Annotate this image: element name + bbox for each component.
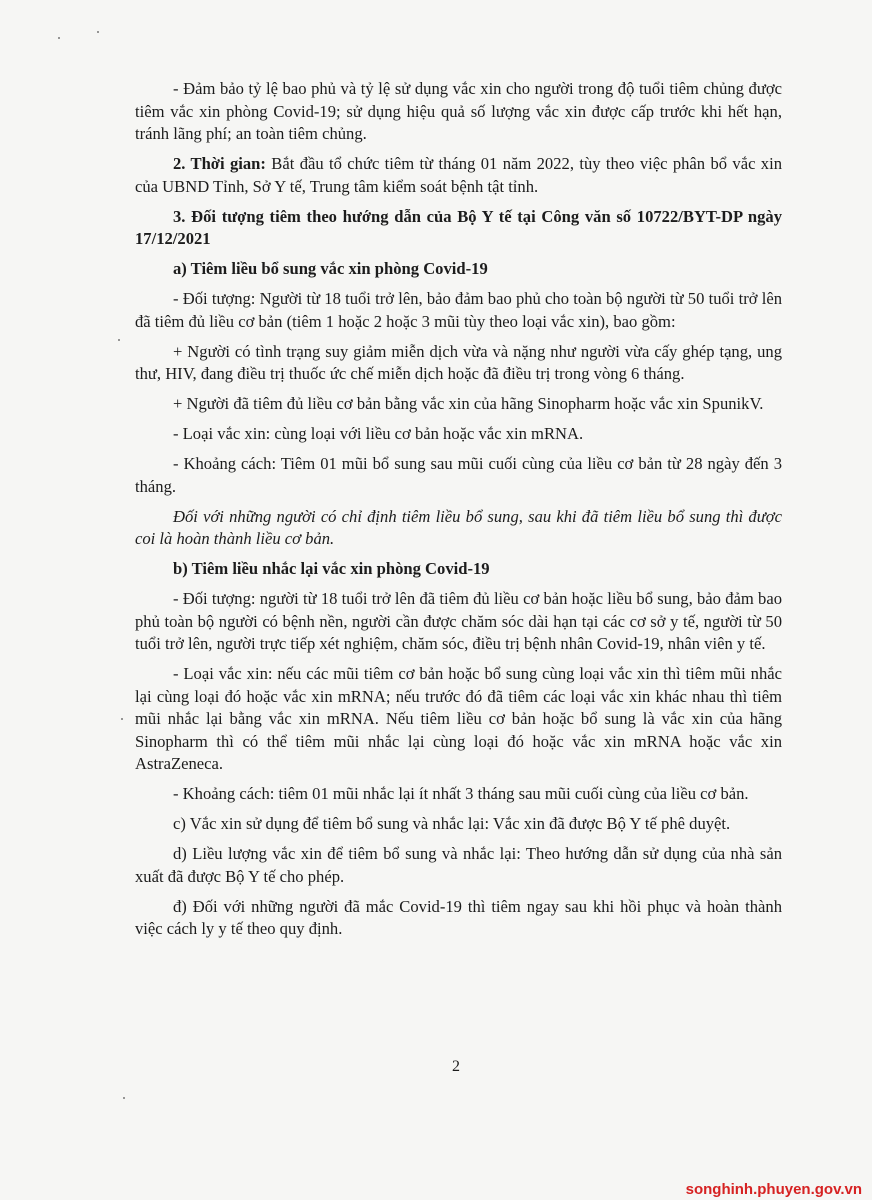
paragraph-time <box>135 153 782 198</box>
section-text: Bắt đầu tổ chức tiêm từ tháng 01 năm 2022, tùy theo việc phân bổ vắc xin của UBND Tỉnh, Sở Y tế, Trung tâm kiểm soát bệnh tật tỉnh. <box>135 154 783 196</box>
paragraph: - Loại vắc xin: cùng loại với liều cơ bản hoặc vắc xin mRNA. <box>173 424 584 443</box>
scan-speck <box>58 37 60 39</box>
section-lead: 2. Thời gian: <box>173 154 266 173</box>
page-number: 2 <box>452 1058 460 1075</box>
scan-speck <box>118 339 120 341</box>
italic-note: Đối với những người có chỉ định tiêm liều bổ sung, sau khi đã tiêm liều bổ sung thì được coi là hoàn thành liều cơ bản. <box>135 506 782 548</box>
paragraph: c) Vắc xin sử dụng để tiêm bổ sung và nhắc lại: Vắc xin đã được Bộ Y tế phê duyệt. <box>173 814 731 833</box>
source-watermark: songhinh.phuyen.gov.vn <box>685 1181 862 1198</box>
scan-speck <box>123 1097 125 1099</box>
paragraph: đ) Đối với những người đã mắc Covid-19 thì tiêm ngay sau khi hồi phục và hoàn thành việc cách ly y tế theo quy định. <box>135 896 782 938</box>
paragraph: - Khoảng cách: tiêm 01 mũi nhắc lại ít nhất 3 tháng sau mũi cuối cùng của liều cơ bản. <box>173 784 749 803</box>
subsection-heading: b) Tiêm liều nhắc lại vắc xin phòng Covid-19 <box>173 559 490 578</box>
scan-speck <box>97 31 99 33</box>
paragraph: - Khoảng cách: Tiêm 01 mũi bổ sung sau mũi cuối cùng của liều cơ bản từ 28 ngày đến 3 tháng. <box>135 454 782 496</box>
paragraph: d) Liều lượng vắc xin để tiêm bổ sung và nhắc lại: Theo hướng dẫn sử dụng của nhà sản xuất đã được Bộ Y tế cho phép. <box>135 844 782 886</box>
paragraph: - Đảm bảo tỷ lệ bao phủ và tỷ lệ sử dụng vắc xin cho người trong độ tuổi tiêm chủng được tiêm vắc xin phòng Covid-19; sử dụng hiệu quả số lượng vắc xin được cấp trước khi hết hạn, tránh lãng phí; an toàn tiêm chủng. <box>135 79 782 143</box>
paragraph: - Đối tượng: người từ 18 tuổi trở lên đã tiêm đủ liều cơ bản hoặc liều bổ sung, bảo đảm bao phủ toàn bộ người có bệnh nền, người cần được chăm sóc dài hạn tại các cơ sở y tế, người từ 50 tuổi trở lên, người trực tiếp xét nghiệm, chăm sóc, điều trị bệnh nhân Covid-19, nhân viên y tế. <box>135 589 782 653</box>
subsection-heading: a) Tiêm liều bổ sung vắc xin phòng Covid-19 <box>173 259 488 278</box>
paragraph: + Người đã tiêm đủ liều cơ bản bằng vắc xin của hãng Sinopharm hoặc vắc xin SpunikV. <box>173 394 764 413</box>
paragraph: - Loại vắc xin: nếu các mũi tiêm cơ bản hoặc bổ sung cùng loại vắc xin thì tiêm mũi nhắc lại cùng loại đó hoặc vắc xin mRNA; nếu trước đó đã tiêm các loại vắc xin khác nhau thì tiêm mũi nhắc lại bằng vắc xin mRNA. Nếu tiêm liều cơ bản hoặc bổ sung là vắc xin của hãng Sinopharm thì có thể tiêm mũi nhắc lại cùng loại đó hoặc vắc xin mRNA hoặc vắc xin AstraZeneca. <box>135 664 782 773</box>
paragraph: + Người có tình trạng suy giảm miễn dịch vừa và nặng như người vừa cấy ghép tạng, ung thư, HIV, đang điều trị thuốc ức chế miễn dịch hoặc đã điều trị trong vòng 6 tháng. <box>135 341 782 383</box>
document-body <box>135 78 782 948</box>
paragraph: - Đối tượng: Người từ 18 tuổi trở lên, bảo đảm bao phủ cho toàn bộ người từ 50 tuổi trở lên đã tiêm đủ liều cơ bản (tiêm 1 hoặc 2 hoặc 3 mũi tùy theo loại vắc xin), bao gồm: <box>135 289 782 331</box>
section-heading: 3. Đối tượng tiêm theo hướng dẫn của Bộ Y tế tại Công văn số 10722/BYT-DP ngày 17/12/2021 <box>135 206 782 248</box>
scan-speck <box>121 718 123 720</box>
